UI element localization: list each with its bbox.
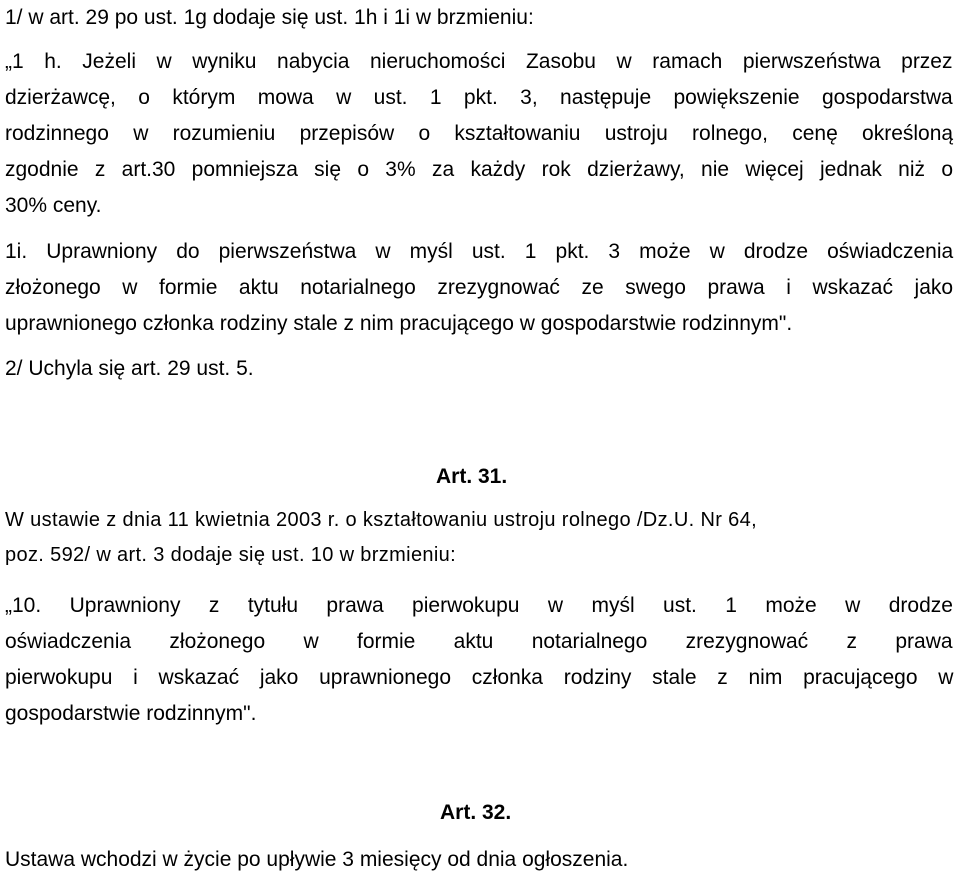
art32-heading: Art. 32. <box>440 801 512 824</box>
art31-body-line-2: oświadczenia złożonego w formie aktu notarialnego zrezygnować z prawa <box>5 630 953 653</box>
art31-body-line-1: „10. Uprawniony z tytułu prawa pierwokupu w myśl ust. 1 może w drodze <box>5 594 953 617</box>
point1h-line-2: dzierżawcę, o którym mowa w ust. 1 pkt. 3, następuje powiększenie gospodarstwa <box>5 86 953 109</box>
point1-intro: 1/ w art. 29 po ust. 1g dodaje się ust. 1h i 1i w brzmieniu: <box>5 6 534 29</box>
art31-intro-line-1: W ustawie z dnia 11 kwietnia 2003 r. o kształtowaniu ustroju rolnego /Dz.U. Nr 64, <box>5 509 758 531</box>
art31-heading: Art. 31. <box>436 465 508 488</box>
art31-intro-line-2: poz. 592/ w art. 3 dodaje się ust. 10 w brzmieniu: <box>5 544 457 566</box>
point1h-line-3: rodzinnego w rozumieniu przepisów o kształtowaniu ustroju rolnego, cenę określoną <box>5 122 954 145</box>
point1h-line-5: 30% ceny. <box>5 194 102 217</box>
point1h-line-1: „1 h. Jeżeli w wyniku nabycia nieruchomości Zasobu w ramach pierwszeństwa przez <box>5 50 953 73</box>
art31-body-line-4: gospodarstwie rodzinnym". <box>5 702 257 725</box>
art31-body-line-3: pierwokupu i wskazać jako uprawnionego członka rodziny stale z nim pracującego w <box>5 666 954 689</box>
point1i-line-2: złożonego w formie aktu notarialnego zrezygnować ze swego prawa i wskazać jako <box>5 276 954 299</box>
point1h-line-4: zgodnie z art.30 pomniejsza się o 3% za każdy rok dzierżawy, nie więcej jednak niż o <box>5 158 954 181</box>
point2-text: 2/ Uchyla się art. 29 ust. 5. <box>5 357 254 380</box>
art32-text: Ustawa wchodzi w życie po upływie 3 miesięcy od dnia ogłoszenia. <box>5 848 629 871</box>
point1i-line-1: 1i. Uprawniony do pierwszeństwa w myśl ust. 1 pkt. 3 może w drodze oświadczenia <box>5 240 954 263</box>
point1i-line-3: uprawnionego członka rodziny stale z nim pracującego w gospodarstwie rodzinnym". <box>5 312 793 335</box>
